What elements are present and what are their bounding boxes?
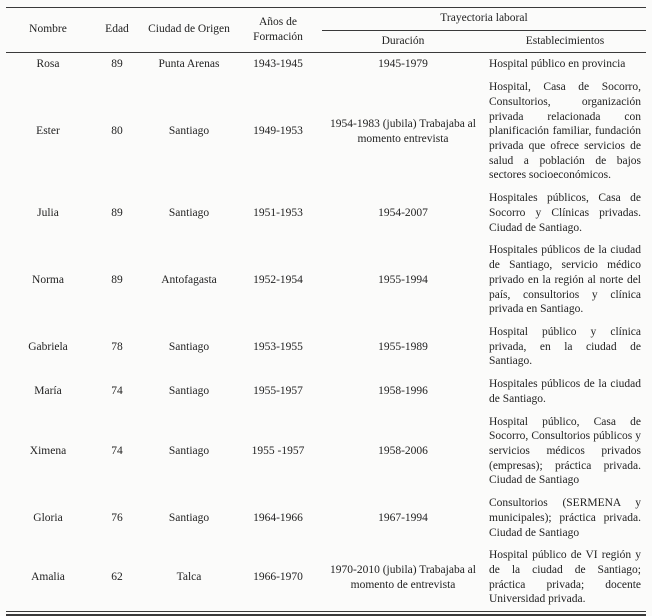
cell-formacion: 1964-1966 bbox=[253, 511, 303, 524]
cell-formacion: 1955 -1957 bbox=[251, 444, 305, 457]
header-row-main bbox=[6, 8, 646, 31]
cell-ciudad: Santiago bbox=[168, 125, 210, 138]
cell-edad: 80 bbox=[111, 125, 123, 138]
header-anos-de-formacion: Años de Formación bbox=[234, 8, 322, 53]
cell-formacion: 1951-1953 bbox=[253, 206, 303, 219]
cell-formacion: 1952-1954 bbox=[253, 273, 303, 286]
cell-edad: 76 bbox=[111, 511, 123, 524]
cell-ciudad: Santiago bbox=[168, 385, 210, 398]
cell-formacion: 1943-1945 bbox=[253, 58, 303, 71]
cell-nombre: Julia bbox=[37, 206, 59, 219]
cell-nombre: Ximena bbox=[29, 444, 67, 457]
table-head bbox=[6, 8, 646, 53]
cell-edad: 74 bbox=[111, 444, 123, 457]
cell-establecimientos: Hospital, Casa de Socorro, Consultorios, organización privada relacionada con planificación familiar, fundación privada que ofrece servicios de salud a población de bajos sectores socioeconómicos. bbox=[489, 81, 641, 182]
cell-establecimientos: Hospital público, Casa de Socorro, Consultorios públicos y servicios médicos privados (empresas); práctica privada. Ciudad de Santiago bbox=[489, 415, 641, 487]
table-row bbox=[6, 492, 646, 544]
cell-formacion: 1955-1957 bbox=[253, 385, 303, 398]
header-ciudad-de-origen: Ciudad de Origen bbox=[144, 8, 234, 53]
cell-duracion: 1967-1994 bbox=[378, 511, 428, 524]
table-row bbox=[6, 239, 646, 321]
cell-establecimientos: Hospital público en provincia bbox=[489, 58, 626, 71]
header-nombre: Nombre bbox=[6, 8, 90, 53]
cell-establecimientos: Hospitales públicos, Casa de Socorro y Clínicas privadas. Ciudad de Santiago. bbox=[489, 192, 641, 234]
cell-formacion: 1949-1953 bbox=[253, 125, 303, 138]
table-row bbox=[6, 76, 646, 187]
cell-formacion: 1966-1970 bbox=[234, 544, 322, 611]
cell-nombre: Ester bbox=[36, 125, 60, 138]
cell-duracion: 1958-1996 bbox=[378, 385, 428, 398]
table-row bbox=[6, 544, 646, 611]
cell-duracion: 1955-1994 bbox=[378, 273, 428, 286]
cell-duracion: 1970-2010 (jubila) Trabajaba al momento de entrevista bbox=[322, 544, 484, 611]
cell-duracion: 1955-1989 bbox=[378, 340, 428, 353]
cell-establecimientos: Hospital público de VI región y de la ciudad de Santiago; práctica privada; docente Universidad privada. bbox=[484, 544, 646, 611]
cell-duracion: 1954-2007 bbox=[378, 206, 428, 219]
cell-ciudad: Punta Arenas bbox=[158, 58, 220, 71]
cell-edad: 89 bbox=[111, 58, 123, 71]
cell-establecimientos: Hospital público y clínica privada, en la ciudad de Santiago. bbox=[489, 325, 641, 368]
cell-ciudad: Santiago bbox=[168, 206, 210, 219]
cell-nombre: Rosa bbox=[36, 58, 60, 71]
cell-edad: 89 bbox=[111, 273, 123, 286]
cell-nombre: Gabriela bbox=[28, 340, 68, 353]
cell-edad: 74 bbox=[111, 385, 123, 398]
trajectory-table bbox=[6, 7, 646, 612]
table-body bbox=[6, 53, 646, 612]
cell-edad: 78 bbox=[111, 340, 123, 353]
table-row bbox=[6, 187, 646, 239]
cell-ciudad: Santiago bbox=[168, 340, 210, 353]
cell-establecimientos: Hospitales públicos de la ciudad de Santiago, servicio médico privado en la región al norte del país, consultorios y clínica privada en Santiago. bbox=[489, 244, 641, 316]
table-row bbox=[6, 373, 646, 410]
cell-nombre: Norma bbox=[32, 273, 64, 286]
cell-ciudad: Talca bbox=[144, 544, 234, 611]
cell-duracion: 1958-2006 bbox=[378, 444, 428, 457]
cell-edad: 89 bbox=[111, 206, 123, 219]
cell-establecimientos: Consultorios (SERMENA y municipales); práctica privada. Ciudad de Santiago bbox=[489, 497, 641, 539]
cell-ciudad: Antofagasta bbox=[161, 273, 217, 286]
cell-duracion: 1945-1979 bbox=[378, 58, 428, 71]
header-edad: Edad bbox=[90, 8, 144, 53]
header-establecimientos: Establecimientos bbox=[484, 30, 646, 53]
table-row bbox=[6, 411, 646, 493]
cell-nombre: María bbox=[34, 385, 62, 398]
cell-nombre: Amalia bbox=[6, 544, 90, 611]
cell-duracion: 1954-1983 (jubila) Trabajaba al momento entrevista bbox=[330, 117, 476, 145]
header-duracion: Duración bbox=[322, 30, 484, 53]
cell-formacion: 1953-1955 bbox=[253, 340, 303, 353]
cell-establecimientos: Hospitales públicos de la ciudad de Santiago. bbox=[489, 378, 641, 405]
cell-ciudad: Santiago bbox=[168, 444, 210, 457]
cell-edad: 62 bbox=[90, 544, 144, 611]
table-row bbox=[6, 321, 646, 373]
cell-nombre: Gloria bbox=[33, 511, 63, 524]
table-row bbox=[6, 53, 646, 76]
header-trayectoria-laboral: Trayectoria laboral bbox=[322, 8, 646, 31]
cell-ciudad: Santiago bbox=[168, 511, 210, 524]
